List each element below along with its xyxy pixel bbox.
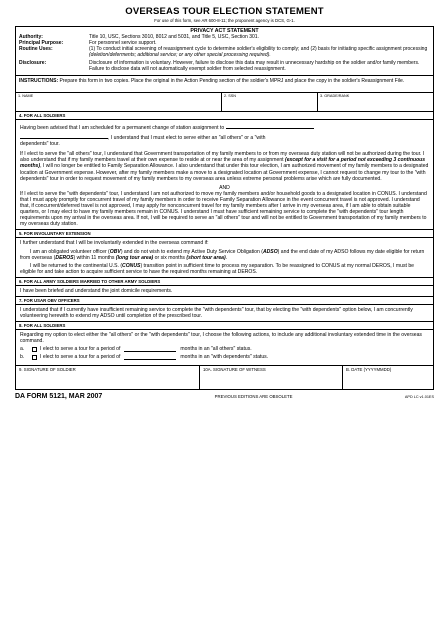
obv-text-end: . xyxy=(225,254,228,261)
assignment-location-field[interactable] xyxy=(226,124,314,129)
witness-signature-label: 10A. SIGNATURE OF WITNESS xyxy=(203,366,266,372)
form-footer xyxy=(15,393,434,400)
editions-note: PREVIOUS EDITIONS ARE OBSOLETE xyxy=(214,393,293,399)
option-a-tail: months in an "all others" status. xyxy=(180,346,252,353)
deros-acronym: DEROS xyxy=(55,254,74,261)
routine-uses-text xyxy=(89,46,430,58)
section-5-header: 5. FOR INVOLUNTARY EXTENSION xyxy=(15,230,434,238)
option-b-tail: months in an "with dependents" status. xyxy=(180,354,269,361)
long-tour-area-text: (long tour area) xyxy=(115,254,154,261)
section-6 xyxy=(15,286,434,297)
all-others-text-emphasis: (except for a visit for a period not exceeding 3 continuous months) xyxy=(20,157,426,170)
disclosure-label: Disclosure: xyxy=(19,60,47,66)
name-label: 1. NAME xyxy=(18,94,34,98)
option-b-checkbox[interactable] xyxy=(32,355,37,360)
option-b-text: I elect to serve a tour for a period of xyxy=(40,354,121,361)
section-8 xyxy=(15,330,434,365)
obv-text-4: ) within 11 months xyxy=(73,254,116,261)
ssn-field[interactable] xyxy=(222,93,318,111)
routine-uses-part-a: (1) To conduct initial screening of reassignment cycle to determine soldier's eligibility to comply; and (2) basis for initiating specific assignment processing xyxy=(89,46,428,52)
conus-text-1: I will be returned to the continental U.S. ( xyxy=(30,262,123,269)
section-8-header: 8. FOR ALL SOLDIERS xyxy=(15,322,434,330)
date-field[interactable] xyxy=(343,366,433,389)
obv-paragraph xyxy=(20,249,429,261)
option-b-months-field[interactable] xyxy=(124,355,176,360)
authority-label: Authority: xyxy=(19,34,43,40)
obv-text-1: I am an obligated volunteer officer ( xyxy=(30,248,110,255)
option-b-label: b. xyxy=(20,354,25,361)
purpose-label: Principal Purpose: xyxy=(19,40,64,46)
option-a-months-field[interactable] xyxy=(124,347,176,352)
assignment-location-cont-field[interactable] xyxy=(20,134,108,139)
section-7-text: I understand that if I currently have insufficient remaining service to complete the "with dependents" tour, that by electing the "with dependents" option below, I am concurrently volunteering herewith to extend my ADSO until completion of the prescribed tour. xyxy=(20,306,413,320)
option-a-checkbox[interactable] xyxy=(32,347,37,352)
disclosure-text: Disclosure of information is voluntary. However, failure to disclose this data may result in unnecessary hardship on the soldier and/or family members. Failure to disclose data will not automatically exempt soldier from selected reassignment. xyxy=(89,60,420,72)
section-4-line-2 xyxy=(20,134,429,141)
section-5 xyxy=(15,238,434,277)
form-subtitle: For use of this form, see AR 600-8-11; the proponent agency is DCS, G-1. xyxy=(154,18,295,23)
disclosure-row xyxy=(19,60,430,72)
all-others-paragraph xyxy=(20,151,429,181)
with-dependents-paragraph: If I elect to serve the "with dependents" tour, I understand I am not authorized to move my family members and/or household goods to a designated location in CONUS. I understand that I must apply promptly for concurrent travel of my family members in order to receive Family Separation Allowance in the event concurrent travel is not approved. I understand that, if concurrent/deferred travel is not approved, I may apply for nonconcurrent travel for my family members after I arrive in my overseas area, if I am able to obtain suitable quarters, or I may elect to have my family members remain in CONUS. I understand I must have sufficient remaining service to complete the "with dependents" tour length requirements upon my arrival in the overseas area. If not, I will be required to serve an "all others" tour and will not be entitled to Government transportation of my family members to my overseas duty station. xyxy=(20,190,427,228)
section-7 xyxy=(15,305,434,322)
form-title: OVERSEAS TOUR ELECTION STATEMENT xyxy=(125,6,324,17)
form-version: APD LC v1.01ES xyxy=(404,394,434,399)
section-4-line-3: dependents" tour. xyxy=(20,141,60,148)
obv-acronym: OBV xyxy=(109,248,121,255)
name-field[interactable] xyxy=(16,93,222,111)
obv-text-2: ) and do not wish to extend my Active Duty Service Obligation ( xyxy=(120,248,263,255)
ssn-label: 2. SSN xyxy=(224,94,237,98)
conus-text-2: ) transition point in sufficient time to process my separation. To be reassigned to CONUS at my normal DEROS, I must be eligible for and take action to acquire sufficient service to have the required months remaining at DEROS. xyxy=(20,262,415,275)
section-7-header: 7. FOR USAR OBV OFFICERS xyxy=(15,297,434,305)
assignment-intro-text: Having been advised that I am scheduled for a permanent change of station assignment to xyxy=(20,125,225,131)
option-a-text: I elect to serve a tour for a period of xyxy=(40,346,121,353)
section-4 xyxy=(15,120,434,230)
witness-signature-field[interactable] xyxy=(200,366,343,389)
soldier-signature-field[interactable] xyxy=(16,366,200,389)
form-id: DA FORM 5121, MAR 2007 xyxy=(15,392,103,400)
section-5-intro: I further understand that I will be involuntarily extended in the overseas command if: xyxy=(20,240,209,247)
option-a-row xyxy=(20,346,429,352)
privacy-act-heading: PRIVACY ACT STATEMENT xyxy=(190,28,259,34)
signature-row xyxy=(15,366,434,390)
routine-uses-part-b: (deletion/deferments; additional service; or any other special processing required). xyxy=(89,52,271,58)
all-others-text-b: , I will no longer be entitled to Family Separation Allowance. I also understand that under this tour election, I am authorized movement of my family members to a designated location at Government expense. However, after my family members make a move to a designated location at Government expense, I cannot request to change my tour to the "with dependents" tour in order to request movement of my family members to my overseas area unless extreme personal problems arise which are fully documented. xyxy=(20,163,429,182)
soldier-signature-label: 9. SIGNATURE OF SOLDIER xyxy=(19,366,76,372)
authority-text: Title 10, USC, Sections 3010, 8012 and 5031, and Title 5, USC, Section 301. xyxy=(89,34,259,40)
conus-paragraph xyxy=(20,263,429,275)
obv-text-3: ) and the end date of my ADSO follows my date eligible for return from overseas ( xyxy=(20,248,425,261)
and-divider: AND xyxy=(219,184,230,191)
instructions xyxy=(15,76,434,93)
short-tour-area-text: (short tour area) xyxy=(186,254,226,261)
instructions-label: INSTRUCTIONS: xyxy=(19,78,59,84)
identification-row xyxy=(15,93,434,112)
section-6-text: I have been briefed and understand the joint domicile requirements. xyxy=(20,287,173,294)
all-others-text-a: If I elect to serve the "all others" tour, I understand that Government transportation of my family members to or from my overseas duty station will not be authorized during the tour. I also understand that if my family members travel at their own expense to reside at or near the area of my assignment xyxy=(20,151,425,164)
obv-text-5: or six months xyxy=(153,254,187,261)
section-4-line-1 xyxy=(20,124,429,131)
date-label: B. DATE (YYYYMMDD) xyxy=(346,366,392,372)
routine-uses-row xyxy=(19,46,430,58)
instructions-text: Prepare this form in two copies. Place the original in the Action Pending section of the soldier's MPRJ and place the copy in the soldier's Reassignment File. xyxy=(58,78,405,84)
purpose-text: For personnel service support. xyxy=(89,40,157,46)
conus-acronym: CONUS xyxy=(122,262,141,269)
section-6-header: 6. FOR ALL ARMY SOLDIERS MARRIED TO OTHER ARMY SOLDIERS xyxy=(15,278,434,286)
privacy-act-statement xyxy=(15,26,434,76)
option-a-label: a. xyxy=(20,346,25,353)
grade-field[interactable] xyxy=(318,93,433,111)
routine-uses-label: Routine Uses: xyxy=(19,46,53,52)
section-4-header: 4. FOR ALL SOLDIERS xyxy=(15,112,434,120)
tour-election-text: , I understand that I must elect to serve either an "all others" or a "with xyxy=(108,135,266,142)
grade-label: 3. GRADE/RANK xyxy=(320,94,350,98)
section-8-text: Regarding my option to elect either the "all others" or the "with dependents" tour, I choose the following actions, to include any additional involuntary extended time in the overseas command. xyxy=(20,332,422,345)
adso-acronym: ADSO xyxy=(262,248,278,255)
form-sheet xyxy=(15,6,434,400)
option-b-row xyxy=(20,354,429,360)
